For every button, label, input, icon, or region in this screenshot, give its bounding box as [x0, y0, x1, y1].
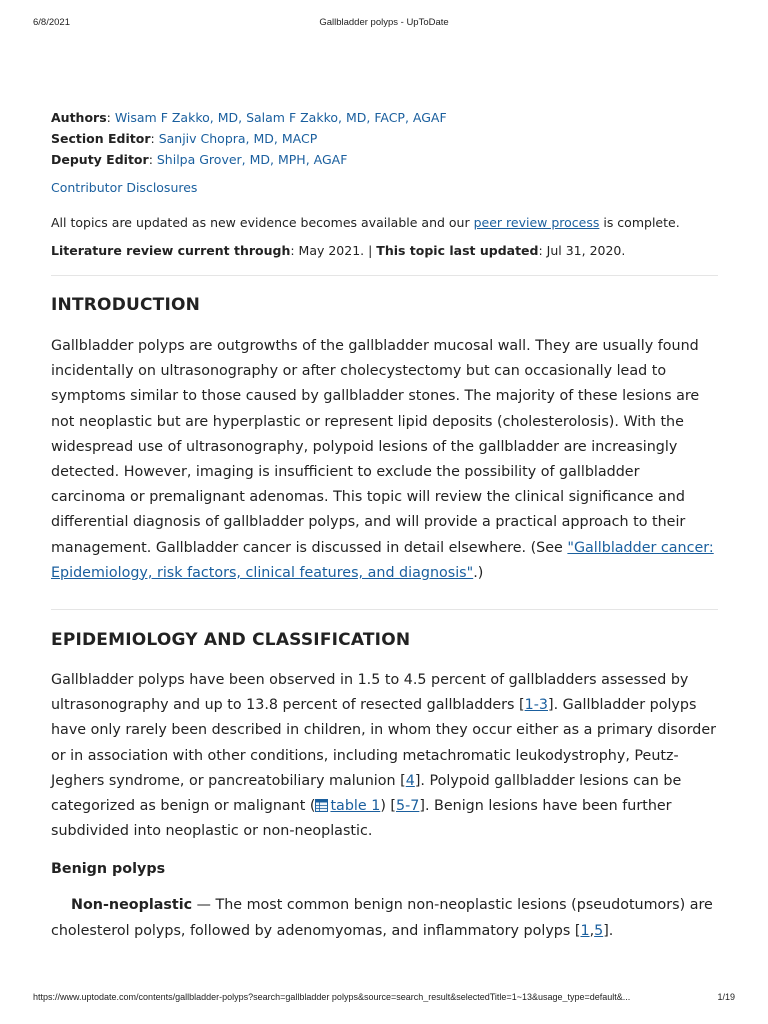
print-title: Gallbladder polyps - UpToDate — [319, 17, 449, 28]
section-editor-label: Section Editor — [51, 131, 151, 146]
ref-link[interactable]: 5 — [594, 922, 604, 939]
last-updated-value: : Jul 31, 2020. — [538, 243, 626, 258]
authors-link[interactable]: Wisam F Zakko, MD, Salam F Zakko, MD, FACP, AGAF — [114, 110, 447, 125]
article-content — [51, 107, 718, 944]
lit-review-value: : May 2021. | — [290, 243, 377, 258]
review-dates — [51, 240, 718, 261]
introduction-text-end: .) — [473, 564, 484, 581]
authors-label: Authors — [51, 110, 107, 125]
ref-link[interactable]: 5-7 — [396, 798, 420, 815]
peer-review-link[interactable]: peer review process — [473, 215, 600, 230]
epi-text-1: Gallbladder polyps have been observed in 1.5 to 4.5 percent of gallbladders assessed by ultrasonography and up to 13.8 percent of resected gallbladders [ — [51, 672, 689, 714]
non-neoplastic-paragraph — [51, 893, 718, 943]
table-1-link[interactable] — [315, 798, 380, 814]
divider — [51, 275, 718, 276]
deputy-editor-label: Deputy Editor — [51, 152, 149, 167]
epidemiology-heading: EPIDEMIOLOGY AND CLASSIFICATION — [51, 630, 411, 651]
updated-note-post: is complete. — [599, 215, 680, 230]
updated-note — [51, 212, 718, 233]
section-editor-link[interactable]: Sanjiv Chopra, MD, MACP — [158, 131, 318, 146]
updated-note-pre: All topics are updated as new evidence becomes available and our — [51, 215, 474, 230]
lit-review-label: Literature review current through — [51, 243, 291, 258]
ref-link[interactable]: 1 — [580, 922, 590, 939]
introduction-text: Gallbladder polyps are outgrowths of the gallbladder mucosal wall. They are usually found incidentally on ultrasonography or after cholecystectomy but can occasionally lead to symptoms similar to those caused by gallbladder stones. The majority of these lesions are not neoplastic but are hyperplastic or represent lipid deposits (cholesterolosis). With the widespread use of ultrasonography, polypoid lesions of the gallbladder are increasingly detected. However, imaging is insufficient to exclude the possibility of gallbladder carcinoma or premalignant adenomas. This topic will review the clinical significance and differential diagnosis of gallbladder polyps, and will provide a practical approach to their management. Gallbladder cancer is discussed in detail elsewhere. (See — [51, 338, 700, 556]
ref-link[interactable]: 1-3 — [524, 697, 548, 714]
benign-polyps-heading: Benign polyps — [51, 861, 166, 878]
benign-text-1: — The most common benign non-neoplastic lesions (pseudotumors) are cholesterol polyps, followed by adenomyomas, and inflammatory polyps [ — [51, 897, 713, 939]
epi-text-5: ]. Benign lesions have been further subdivided into neoplastic or non-neoplastic. — [51, 798, 672, 840]
benign-text-2: ]. — [603, 922, 614, 939]
gallbladder-cancer-link[interactable]: "Gallbladder cancer: Epidemiology, risk factors, clinical features, and diagnosis" — [51, 539, 714, 581]
deputy-editor-line: Deputy Editor: Shilpa Grover, MD, MPH, AGAF — [51, 152, 348, 167]
table-icon — [315, 799, 328, 812]
deputy-editor-link[interactable]: Shilpa Grover, MD, MPH, AGAF — [156, 152, 348, 167]
contributor-disclosures-link[interactable]: Contributor Disclosures — [51, 180, 198, 195]
disclosures-line — [51, 177, 718, 198]
last-updated-label: This topic last updated — [376, 243, 539, 258]
epi-text-3: ]. Polypoid gallbladder lesions can be categorized as benign or malignant ( — [51, 772, 682, 815]
page-number: 1/19 — [717, 992, 735, 1002]
divider — [51, 609, 718, 610]
print-date: 6/8/2021 — [33, 17, 70, 28]
ref-separator: , — [589, 922, 595, 939]
epidemiology-paragraph — [51, 668, 718, 844]
ref-link[interactable]: 4 — [405, 772, 415, 789]
article-meta — [51, 107, 718, 170]
table-1-label: table 1 — [330, 798, 381, 815]
print-url: https://www.uptodate.com/contents/gallbladder-polyps?search=gallbladder polyps&source=search_result&selectedTitle=1~13&usage_type=default&... — [33, 992, 631, 1002]
epi-text-4: ) [ — [380, 798, 397, 815]
non-neoplastic-subheading: Non-neoplastic — [71, 897, 193, 914]
epi-text-2: ]. Gallbladder polyps have only rarely been described in children, in whom they occur either as a primary disorder or in association with other conditions, including metachromatic leukodystrophy, Peutz-Jeghers syndrome, or pancreatobiliary malunion [ — [51, 697, 717, 789]
section-editor-line: Section Editor: Sanjiv Chopra, MD, MACP — [51, 131, 318, 146]
introduction-paragraph — [51, 334, 718, 586]
authors-line: Authors: Wisam F Zakko, MD, Salam F Zakko, MD, FACP, AGAF — [51, 110, 447, 125]
introduction-heading: INTRODUCTION — [51, 295, 201, 315]
